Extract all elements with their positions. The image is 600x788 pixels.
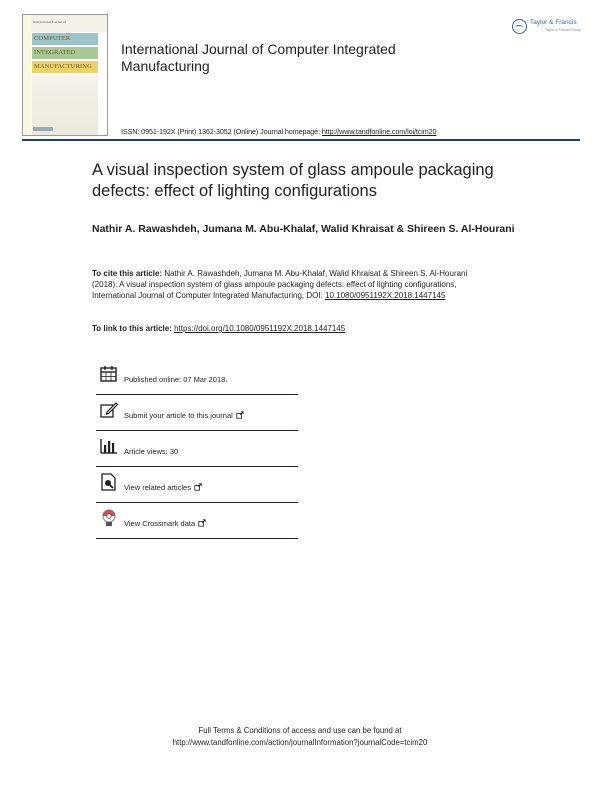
divider: [96, 538, 298, 539]
cover-title-line-3: MANUFACTURING: [32, 61, 98, 73]
footer: [0, 725, 600, 749]
link-label: To link to this article:: [92, 324, 175, 333]
cover-publisher-logo: [33, 127, 53, 131]
crossmark-link[interactable]: [124, 519, 206, 528]
article-views-label: Article views: 30: [124, 447, 179, 456]
cover-title-line-1: COMPUTER: [32, 33, 98, 45]
submit-article-link[interactable]: [124, 411, 244, 420]
journal-cover-image: [22, 14, 108, 136]
publisher-logo: [512, 18, 587, 38]
article-title: A visual inspection system of glass ampoule packaging defects: effect of lighting configurations: [92, 161, 494, 200]
article-meta-list: [96, 366, 298, 546]
article-link-line: [92, 324, 345, 333]
related-articles-link[interactable]: [124, 483, 202, 492]
submit-article-item[interactable]: [96, 402, 298, 438]
external-link-icon: [198, 519, 206, 527]
crossmark-item[interactable]: [96, 510, 298, 546]
external-link-icon: [194, 483, 202, 491]
journal-homepage-link[interactable]: http://www.tandfonline.com/loi/tcim20: [321, 127, 437, 136]
footer-terms-link[interactable]: http://www.tandfonline.com/action/journalInformation?journalCode=tcim20: [172, 738, 428, 747]
pencil-icon: [99, 400, 119, 420]
divider: [96, 466, 298, 467]
cover-title-line-2: INTEGRATED: [32, 47, 98, 59]
calendar-icon: [99, 364, 119, 384]
crossmark-label: View Crossmark data: [124, 519, 196, 528]
issn-text: ISSN: 0951-192X (Print) 1362-3052 (Online) Journal homepage:: [121, 127, 322, 136]
article-views-item: [96, 438, 298, 474]
published-online-label: Published online: 07 Mar 2018.: [124, 375, 228, 384]
divider: [96, 430, 298, 431]
related-articles-label: View related articles: [124, 483, 191, 492]
divider: [96, 394, 298, 395]
cover-small-text: International Journal of: [33, 20, 66, 24]
header-rule: [22, 139, 580, 141]
submit-article-label: Submit your article to this journal: [124, 411, 233, 420]
publisher-logo-subtext: Taylor & Francis Group: [545, 28, 581, 32]
related-articles-item[interactable]: [96, 474, 298, 510]
journal-title: International Journal of Computer Integrated Manufacturing: [121, 41, 396, 74]
divider: [96, 502, 298, 503]
cite-label: To cite this article:: [92, 269, 165, 278]
citation-block: [92, 269, 492, 301]
cite-text: Nathir A. Rawashdeh, Jumana M. Abu-Khalaf, Walid Khraisat & Shireen S. Al-Hourani (2018): A visual inspection system of glass ampoule packaging defects: effect of lighting configurations, International Journal of Computer Integrated Manufacturing, DOI:: [92, 269, 468, 300]
published-online-item: [96, 366, 298, 402]
footer-terms-text: Full Terms & Conditions of access and use can be found at: [198, 726, 402, 735]
publisher-logo-icon: [512, 19, 527, 34]
publisher-logo-text: Taylor & Francis: [530, 19, 577, 26]
magnifier-icon: [99, 472, 119, 492]
cite-doi-link[interactable]: 10.1080/0951192X.2018.1447145: [325, 290, 446, 300]
article-authors: Nathir A. Rawashdeh, Jumana M. Abu-Khalaf, Walid Khraisat & Shireen S. Al-Hourani: [92, 223, 515, 235]
cover-art: [32, 75, 98, 135]
issn-line: [121, 127, 436, 136]
bar-chart-icon: [99, 436, 119, 456]
crossmark-icon: [99, 508, 119, 528]
article-doi-link[interactable]: https://doi.org/10.1080/0951192X.2018.1447145: [174, 324, 346, 333]
external-link-icon: [236, 411, 244, 419]
cover-stripe: [23, 15, 31, 135]
